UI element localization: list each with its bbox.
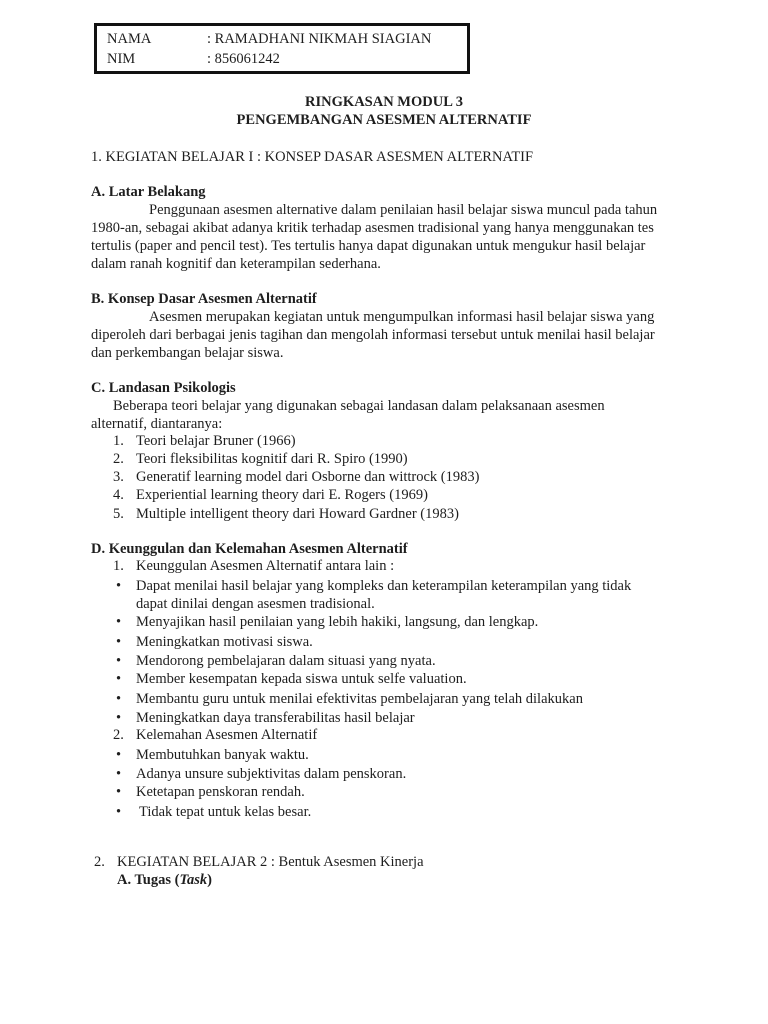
section-c-line: Beberapa teori belajar yang digunakan sebagai landasan dalam pelaksanaan asesmen: [113, 398, 605, 414]
list-number: 5.: [113, 506, 124, 522]
section-a-line: Penggunaan asesmen alternative dalam penilaian hasil belajar siswa muncul pada tahun: [149, 202, 658, 218]
nama-value: : RAMADHANI NIKMAH SIAGIAN: [207, 31, 432, 47]
list-number: 1.: [113, 558, 124, 574]
bullet-text: Ketetapan penskoran rendah.: [136, 784, 305, 800]
bullet-text: Adanya unsure subjektivitas dalam penskoran.: [136, 766, 407, 782]
bullet-text: Meningkatkan daya transferabilitas hasil belajar: [136, 710, 415, 726]
identity-box: [94, 23, 470, 74]
title-line-2: PENGEMBANGAN ASESMEN ALTERNATIF: [236, 112, 532, 128]
bullet-icon: •: [116, 614, 122, 630]
nim-value: : 856061242: [207, 51, 280, 67]
bullet-icon: •: [116, 804, 122, 820]
list-text: Generatif learning model dari Osborne dan wittrock (1983): [136, 469, 480, 485]
bullet-text: dapat dinilai dengan asesmen tradisional.: [136, 596, 375, 612]
section-b-line: dan perkembangan belajar siswa.: [91, 345, 284, 361]
bullet-icon: •: [116, 578, 122, 594]
list-text: Experiential learning theory dari E. Rogers (1969): [136, 487, 428, 503]
bullet-icon: •: [116, 784, 122, 800]
bullet-text: Tidak tepat untuk kelas besar.: [139, 804, 312, 820]
section-b-line: Asesmen merupakan kegiatan untuk mengumpulkan informasi hasil belajar siswa yang: [149, 309, 655, 325]
section-a-line: dalam ranah kognitif dan keterampilan sederhana.: [91, 256, 381, 272]
bullet-text: Mendorong pembelajaran dalam situasi yang nyata.: [136, 653, 436, 669]
list-text: Teori fleksibilitas kognitif dari R. Spiro (1990): [136, 451, 408, 467]
bullet-icon: •: [116, 671, 122, 687]
bullet-icon: •: [116, 766, 122, 782]
section-d-heading: D. Keunggulan dan Kelemahan Asesmen Alternatif: [91, 541, 408, 557]
section-c-heading: C. Landasan Psikologis: [91, 380, 236, 396]
kb2-section-a-heading: [117, 871, 212, 889]
bullet-text: Membutuhkan banyak waktu.: [136, 747, 309, 763]
title-line-1: RINGKASAN MODUL 3: [305, 94, 463, 110]
list-number: 2.: [113, 451, 124, 467]
list-number: 4.: [113, 487, 124, 503]
list-text: Multiple intelligent theory dari Howard Gardner (1983): [136, 506, 459, 522]
section-b-heading: B. Konsep Dasar Asesmen Alternatif: [91, 291, 317, 307]
kb2-a-italic: Task: [179, 872, 208, 888]
bullet-icon: •: [116, 691, 122, 707]
bullet-icon: •: [116, 747, 122, 763]
section-c-line: alternatif, diantaranya:: [91, 416, 223, 432]
kb2-a-suffix: ): [207, 872, 212, 888]
list-number: 2.: [113, 727, 124, 743]
nim-label: NIM: [107, 51, 136, 67]
section-b-line: diperoleh dari berbagai jenis tagihan dan mengolah informasi tersebut untuk menilai hasil belajar: [91, 327, 655, 343]
section-a-line: tertulis (paper and pencil test). Tes tertulis hanya dapat digunakan untuk mengukur hasil belajar: [91, 238, 646, 254]
nama-label: NAMA: [107, 31, 152, 47]
bullet-icon: •: [116, 653, 122, 669]
bullet-text: Member kesempatan kepada siswa untuk selfe valuation.: [136, 671, 467, 687]
list-text: Teori belajar Bruner (1966): [136, 433, 296, 449]
kb2-text: KEGIATAN BELAJAR 2 : Bentuk Asesmen Kinerja: [117, 854, 424, 870]
bullet-text: Meningkatkan motivasi siswa.: [136, 634, 313, 650]
list-number: 1.: [113, 433, 124, 449]
bullet-text: Menyajikan hasil penilaian yang lebih hakiki, langsung, dan lengkap.: [136, 614, 539, 630]
list-text: Kelemahan Asesmen Alternatif: [136, 727, 318, 743]
section-a-heading: A. Latar Belakang: [91, 184, 206, 200]
kb1-heading: 1. KEGIATAN BELAJAR I : KONSEP DASAR ASESMEN ALTERNATIF: [91, 149, 534, 165]
bullet-text: Dapat menilai hasil belajar yang kompleks dan keterampilan keterampilan yang tidak: [136, 578, 632, 594]
list-text: Keunggulan Asesmen Alternatif antara lain :: [136, 558, 395, 574]
kb2-a-prefix: A. Tugas (: [117, 872, 180, 888]
bullet-icon: •: [116, 634, 122, 650]
kb2-number: 2.: [94, 854, 105, 870]
section-a-line: 1980-an, sebagai akibat adanya kritik terhadap asesmen tradisional yang hanya menggunakan tes: [91, 220, 654, 236]
bullet-icon: •: [116, 710, 122, 726]
bullet-text: Membantu guru untuk menilai efektivitas pembelajaran yang telah dilakukan: [136, 691, 583, 707]
list-number: 3.: [113, 469, 124, 485]
